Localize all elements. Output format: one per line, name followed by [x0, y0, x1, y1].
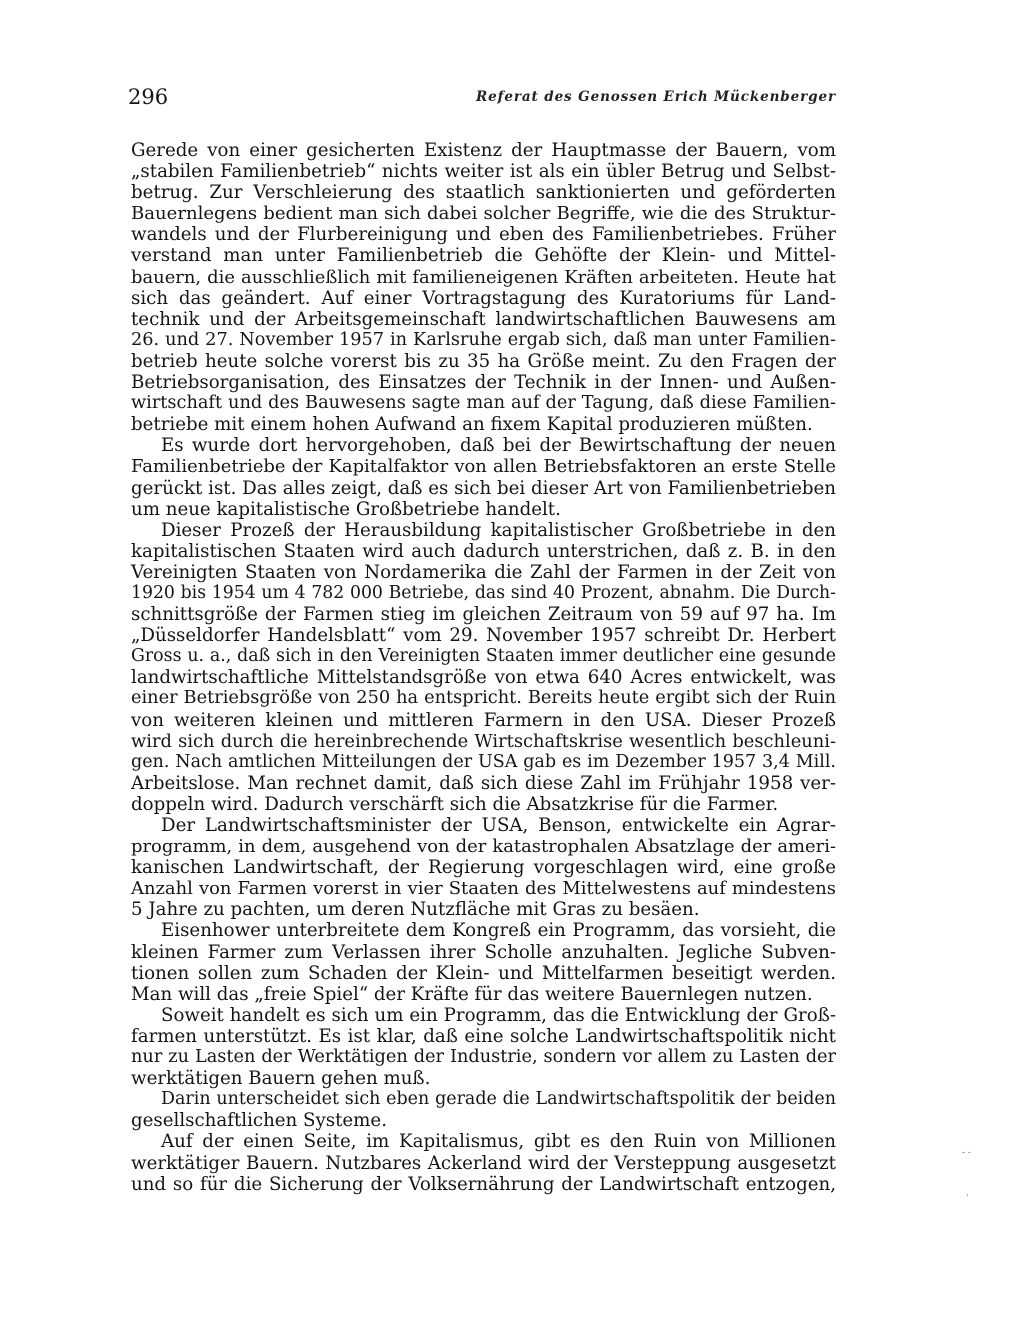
- text-line: bauern, die ausschließlich mit familieneigenen Kräften arbeiteten. Heute hat: [131, 266, 836, 288]
- text-line: kleinen Farmer zum Verlassen ihrer Scholle anzuhalten. Jegliche Subven-: [131, 941, 836, 963]
- text-line: technik und der Arbeitsgemeinschaft landwirtschaftlichen Bauwesens am: [131, 308, 836, 330]
- text-line: Anzahl von Farmen vorerst in vier Staaten des Mittelwestens auf mindestens: [131, 878, 836, 900]
- text-line: Vereinigten Staaten von Nordamerika die Zahl der Farmen in der Zeit von: [131, 561, 836, 583]
- running-head: Referat des Genossen Erich Mückenberger: [476, 89, 836, 105]
- text-line: programm, in dem, ausgehend von der katastrophalen Absatzlage der ameri-: [131, 836, 836, 858]
- text-line: Es wurde dort hervorgehoben, daß bei der Bewirtschaftung der neuen: [161, 435, 836, 457]
- text-line: „Düsseldorfer Handelsblatt“ vom 29. November 1957 schreibt Dr. Herbert: [131, 625, 836, 647]
- text-line: und so für die Sicherung der Volksernährung der Landwirtschaft entzogen,: [131, 1173, 836, 1195]
- text-line: kanischen Landwirtschaft, der Regierung vorgeschlagen wird, eine große: [131, 857, 836, 879]
- text-line: farmen unterstützt. Es ist klar, daß eine solche Landwirtschaftspolitik nicht: [131, 1025, 836, 1047]
- text-line: nur zu Lasten der Werktätigen der Industrie, sondern vor allem zu Lasten der: [131, 1047, 836, 1068]
- text-line: Eisenhower unterbreitete dem Kongreß ein Programm, das vorsieht, die: [161, 920, 836, 942]
- text-line: landwirtschaftliche Mittelstandsgröße von etwa 640 Acres entwickelt, was: [131, 667, 836, 689]
- text-line: Bauernlegens bedient man sich dabei solcher Begriffe, wie die des Struktur-: [131, 203, 836, 225]
- text-line: Familienbetriebe der Kapitalfaktor von allen Betriebsfaktoren an erste Stelle: [131, 456, 836, 478]
- text-line: betrieb heute solche vorerst bis zu 35 ha Größe meint. Zu den Fragen der: [131, 350, 836, 372]
- text-line: Auf der einen Seite, im Kapitalismus, gibt es den Ruin von Millionen: [161, 1131, 836, 1153]
- text-line: Betriebsorganisation, des Einsatzes der Technik in der Innen- und Außen-: [131, 372, 836, 394]
- text-line: werktätiger Bauern. Nutzbares Ackerland wird der Versteppung ausgesetzt: [131, 1152, 836, 1174]
- text-line: wandels und der Flurbereinigung und eben des Familienbetriebes. Früher: [131, 224, 836, 246]
- text-line: wirtschaft und des Bauwesens sagte man auf der Tagung, daß diese Familien-: [131, 393, 836, 414]
- text-line: Gerede von einer gesicherten Existenz der Hauptmasse der Bauern, vom: [131, 140, 836, 161]
- paragraph: [131, 435, 836, 519]
- text-line: betrug. Zur Verschleierung des staatlich sanktionierten und geförderten: [131, 182, 836, 204]
- text-line: Arbeitslose. Man rechnet damit, daß sich diese Zahl im Frühjahr 1958 ver-: [131, 772, 836, 794]
- page-number: 296: [128, 85, 169, 109]
- paragraph: [131, 140, 836, 435]
- paragraph: [131, 815, 836, 920]
- paragraph: [131, 520, 836, 815]
- text-line: gesellschaftlichen Systeme.: [131, 1110, 387, 1132]
- text-line: wird sich durch die hereinbrechende Wirtschaftskrise wesentlich beschleuni-: [131, 730, 836, 752]
- text-line: Soweit handelt es sich um ein Programm, das die Entwicklung der Groß-: [161, 1004, 836, 1026]
- text-line: gerückt ist. Das alles zeigt, daß es sich bei dieser Art von Familienbetrieben: [131, 477, 836, 499]
- margin-mark: ': [966, 1194, 969, 1204]
- text-line: betriebe mit einem hohen Aufwand an fixem Kapital produzieren müßten.: [131, 414, 813, 436]
- page-header: [128, 84, 836, 114]
- text-line: 5 Jahre zu pachten, um deren Nutzfläche mit Gras zu besäen.: [131, 899, 700, 921]
- text-line: von weiteren kleinen und mittleren Farmern in den USA. Dieser Prozeß: [131, 709, 836, 731]
- text-line: tionen sollen zum Schaden der Klein- und Mittelfarmen beseitigt werden.: [131, 962, 836, 984]
- text-line: Darin unterscheidet sich eben gerade die Landwirtschaftspolitik der beiden: [161, 1089, 836, 1110]
- text-line: Man will das „freie Spiel“ der Kräfte für das weitere Bauernlegen nutzen.: [131, 983, 813, 1005]
- text-line: um neue kapitalistische Großbetriebe handelt.: [131, 498, 561, 520]
- body-text: [131, 140, 836, 1195]
- paragraph: [131, 1089, 836, 1131]
- text-line: einer Betriebsgröße von 250 ha entspricht. Bereits heute ergibt sich der Ruin: [131, 688, 836, 709]
- text-line: „stabilen Familienbetrieb“ nichts weiter ist als ein übler Betrug und Selbst-: [131, 161, 836, 183]
- paragraph: [131, 1131, 836, 1194]
- text-line: 26. und 27. November 1957 in Karlsruhe ergab sich, daß man unter Familien-: [131, 329, 836, 350]
- paragraph: [131, 920, 836, 1004]
- text-line: schnittsgröße der Farmen stieg im gleichen Zeitraum von 59 auf 97 ha. Im: [131, 604, 836, 626]
- text-line: kapitalistischen Staaten wird auch dadurch unterstrichen, daß z. B. in den: [131, 540, 836, 562]
- text-line: verstand man unter Familienbetrieb die Gehöfte der Klein- und Mittel-: [131, 245, 836, 267]
- text-line: Gross u. a., daß sich in den Vereinigten Staaten immer deutlicher eine gesunde: [131, 646, 836, 667]
- text-line: 1920 bis 1954 um 4 782 000 Betriebe, das sind 40 Prozent, abnahm. Die Durch-: [131, 582, 836, 603]
- margin-mark: - -: [962, 1148, 971, 1158]
- paragraph: [131, 1005, 836, 1089]
- text-line: sich das geändert. Auf einer Vortragstagung des Kuratoriums für Land-: [131, 287, 836, 309]
- text-line: Dieser Prozeß der Herausbildung kapitalistischer Großbetriebe in den: [161, 519, 836, 541]
- text-line: doppeln wird. Dadurch verschärft sich die Absatzkrise für die Farmer.: [131, 793, 779, 815]
- text-line: gen. Nach amtlichen Mitteilungen der USA gab es im Dezember 1957 3,4 Mill.: [131, 751, 836, 772]
- text-line: Der Landwirtschaftsminister der USA, Benson, entwickelte ein Agrar-: [161, 815, 836, 836]
- text-line: werktätigen Bauern gehen muß.: [131, 1068, 431, 1090]
